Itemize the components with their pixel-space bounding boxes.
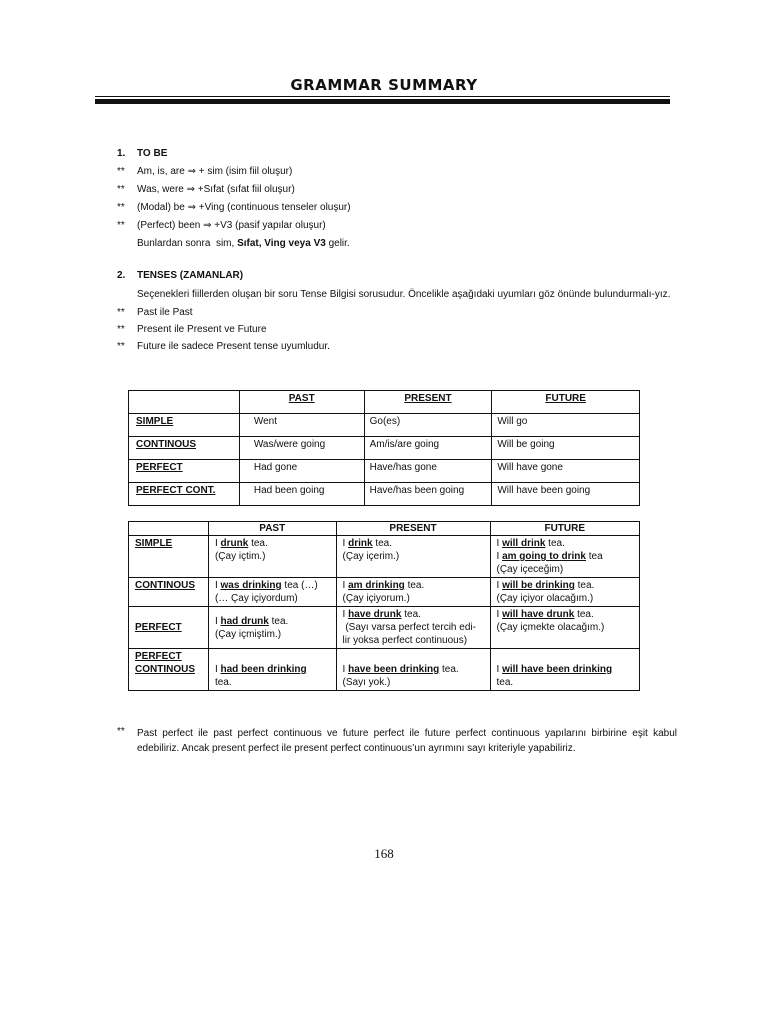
- table-row: [129, 649, 640, 691]
- verb: will drink: [502, 538, 546, 549]
- translation: (Çay içiyorum.): [342, 593, 410, 604]
- table-row: [129, 483, 640, 506]
- text: I: [342, 664, 349, 675]
- bullet: **: [117, 202, 125, 213]
- spacer: [343, 650, 484, 663]
- verb: drunk: [220, 538, 249, 549]
- table-row: [129, 607, 640, 649]
- text: I: [342, 580, 349, 591]
- text: tea.: [404, 580, 425, 591]
- bullet: **: [117, 220, 125, 231]
- list-item-text: Future ile sadece Present tense uyumludur.: [137, 341, 330, 352]
- verb: am going to drink: [502, 551, 586, 562]
- example-sentence: [343, 579, 484, 592]
- closing-text: [137, 235, 350, 253]
- bullet: **: [117, 726, 125, 737]
- example-sentence: [215, 579, 330, 592]
- closing-suffix: gelir.: [325, 238, 350, 249]
- example-sentence: [343, 663, 484, 676]
- table-cell: Will go: [492, 414, 640, 437]
- section-number: 1.: [117, 148, 126, 159]
- translation: (Sayı yok.): [342, 677, 391, 688]
- section-intro: Seçenekleri fiillerden oluşan bir soru Tense Bilgisi sorusudur. Öncelikle aşağıdaki uyumları göz önünde bulundurmalı-yız.: [137, 289, 671, 300]
- text: I: [496, 664, 503, 675]
- row-label-line: CONTINOUS: [135, 664, 195, 675]
- title-rule-thin: [95, 96, 670, 97]
- verb: am drinking: [348, 580, 405, 591]
- verb: had drunk: [220, 615, 269, 627]
- table-row: [129, 536, 640, 578]
- table-header-cell: PAST: [239, 391, 364, 414]
- table-cell: [490, 649, 640, 691]
- text: I: [214, 615, 221, 627]
- table-cell: [490, 536, 640, 578]
- example-sentence: [343, 537, 484, 550]
- title-rule-thick: [95, 99, 670, 104]
- closing-bold: Sıfat, Ving veya V3: [237, 238, 326, 249]
- table-cell: [336, 536, 490, 578]
- section-tenses: [117, 267, 677, 355]
- table-cell: Am/is/are going: [364, 437, 492, 460]
- table-cell: [208, 578, 336, 607]
- table-header-cell: [129, 391, 240, 414]
- footnote: [117, 726, 677, 756]
- table-header-row: [129, 522, 640, 536]
- list-item: [117, 181, 677, 199]
- example-sentence: [215, 537, 330, 550]
- example-sentence: [497, 663, 634, 676]
- table-cell: [490, 578, 640, 607]
- table-cell: [208, 607, 336, 649]
- example-sentence: [497, 579, 634, 592]
- text: tea.: [401, 609, 421, 620]
- section-heading: TENSES (ZAMANLAR): [137, 270, 244, 281]
- verb: will have drunk: [502, 609, 575, 620]
- note-text: lir yoksa perfect continuous): [342, 635, 468, 646]
- translation: (… Çay içiyordum): [214, 593, 298, 604]
- table-cell: [336, 607, 490, 649]
- table-cell: [490, 607, 640, 649]
- list-item: [117, 304, 677, 321]
- table-cell: [336, 649, 490, 691]
- text: I: [342, 609, 349, 620]
- table-cell: Will have gone: [492, 460, 640, 483]
- verb: have been drinking: [348, 664, 440, 675]
- verb: will be drinking: [502, 580, 575, 591]
- spacer: [497, 650, 634, 663]
- row-label: [129, 649, 209, 691]
- list-item: [117, 217, 677, 235]
- closing-line: [117, 235, 677, 253]
- text: tea.: [248, 538, 268, 549]
- list-item: [117, 199, 677, 217]
- list-item-text: Am, is, are ⇒ + sim (isim fiil oluşur): [137, 166, 293, 177]
- table-row: [129, 437, 640, 460]
- text: I: [496, 580, 503, 591]
- tense-examples-table: [128, 521, 640, 691]
- table-header-cell: PRESENT: [364, 391, 492, 414]
- bullet: **: [117, 166, 125, 177]
- row-label: PERFECT: [129, 607, 209, 649]
- list-item: [117, 338, 677, 355]
- verb: drink: [348, 538, 373, 549]
- row-label: CONTINOUS: [129, 578, 209, 607]
- table-cell: [208, 536, 336, 578]
- text: I: [496, 538, 503, 549]
- example-sentence: [497, 550, 634, 563]
- row-label: PERFECT CONT.: [129, 483, 240, 506]
- translation: (Çay içerim.): [342, 551, 400, 562]
- row-label: SIMPLE: [129, 536, 209, 578]
- table-cell: Go(es): [364, 414, 492, 437]
- example-sentence: [215, 615, 330, 628]
- table-row: [129, 460, 640, 483]
- list-item-text: (Perfect) been ⇒ +V3 (pasif yapılar oluşur): [137, 220, 326, 231]
- tense-summary-table: [128, 390, 640, 506]
- section-heading: TO BE: [137, 148, 168, 159]
- list-item-text: Past ile Past: [137, 307, 193, 318]
- text: tea (…): [281, 580, 318, 591]
- bullet: **: [117, 184, 125, 195]
- table-cell: Went: [239, 414, 364, 437]
- text: I: [496, 551, 503, 562]
- text: tea.: [545, 538, 565, 549]
- text: I: [342, 538, 349, 549]
- text: I: [214, 580, 221, 591]
- text: tea.: [574, 609, 594, 620]
- text: tea.: [439, 664, 459, 675]
- page-title: GRAMMAR SUMMARY: [290, 76, 478, 94]
- table-row: [129, 414, 640, 437]
- translation: (Çay içmiştim.): [214, 628, 282, 640]
- example-sentence: [497, 537, 634, 550]
- table-cell: [208, 649, 336, 691]
- translation: tea.: [214, 677, 232, 688]
- list-item-text: Was, were ⇒ +Sıfat (sıfat fiil oluşur): [137, 184, 295, 195]
- footnote-text: Past perfect ile past perfect continuous ve future perfect ile future perfect continuous yapılarını birbirine eşit kabul edebiliriz. Ancak present perfect ile present perfect continuous’un ayrımını sayı kriteriyle yapabiliriz.: [137, 728, 677, 754]
- text: tea.: [268, 615, 289, 627]
- text: tea.: [574, 580, 595, 591]
- table-cell: Have/has been going: [364, 483, 492, 506]
- list-item: [117, 163, 677, 181]
- page-number: 168: [374, 846, 394, 861]
- list-item-text: (Modal) be ⇒ +Ving (continuous tenseler oluşur): [137, 202, 351, 213]
- table-cell: Will have been going: [492, 483, 640, 506]
- closing-prefix: Bunlardan sonra sim,: [137, 238, 238, 249]
- section-number: 2.: [117, 270, 126, 281]
- list-item-text: Present ile Present ve Future: [137, 324, 267, 335]
- text: tea.: [372, 538, 393, 549]
- verb: had been drinking: [220, 664, 307, 675]
- row-label: PERFECT: [129, 460, 240, 483]
- bullet: **: [117, 341, 125, 352]
- row-label: CONTINOUS: [129, 437, 240, 460]
- table-row: [129, 578, 640, 607]
- text: tea: [585, 551, 603, 562]
- section-to-be: [117, 145, 677, 253]
- table-header-cell: FUTURE: [490, 522, 640, 536]
- table-header-cell: [129, 522, 209, 536]
- text: I: [496, 609, 503, 620]
- verb: will have been drinking: [502, 664, 613, 675]
- spacer: [215, 650, 330, 663]
- row-label: SIMPLE: [129, 414, 240, 437]
- bullet: **: [117, 307, 125, 318]
- translation: (Çay içtim.): [214, 551, 266, 562]
- text: I: [214, 664, 221, 675]
- text: I: [214, 538, 221, 549]
- table-header-row: [129, 391, 640, 414]
- translation: (Çay içiyor olacağım.): [496, 593, 594, 604]
- example-sentence: [215, 663, 330, 676]
- example-sentence: [343, 608, 484, 621]
- translation: tea.: [496, 677, 514, 688]
- translation: (Çay içeceğim): [496, 564, 564, 575]
- verb: was drinking: [220, 580, 282, 591]
- table-cell: Will be going: [492, 437, 640, 460]
- table-cell: Have/has gone: [364, 460, 492, 483]
- bullet: **: [117, 324, 125, 335]
- table-header-cell: PAST: [208, 522, 336, 536]
- table-cell: Had been going: [239, 483, 364, 506]
- translation: (Çay içmekte olacağım.): [496, 622, 605, 633]
- table-cell: [336, 578, 490, 607]
- list-item: [117, 321, 677, 338]
- table-cell: Was/were going: [239, 437, 364, 460]
- note-text: (Sayı varsa perfect tercih edi-: [342, 622, 476, 633]
- verb: have drunk: [348, 609, 402, 620]
- table-header-cell: FUTURE: [492, 391, 640, 414]
- table-cell: Had gone: [239, 460, 364, 483]
- example-sentence: [497, 608, 634, 621]
- row-label-line: PERFECT: [135, 651, 182, 662]
- table-header-cell: PRESENT: [336, 522, 490, 536]
